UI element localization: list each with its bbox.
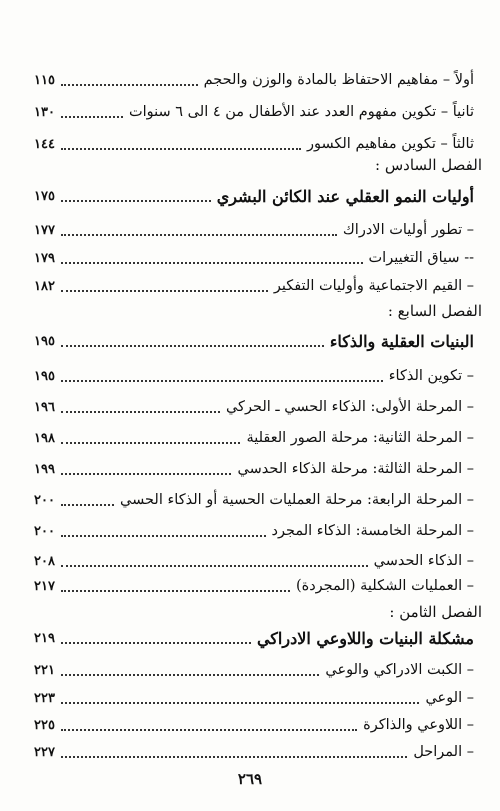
- toc-entry: [34, 393, 474, 421]
- toc-entry: [34, 272, 474, 300]
- toc-entry-page: ١٧٧: [34, 222, 55, 238]
- leader-dots: [61, 234, 337, 236]
- toc-entry-title: – تكوين الذكاء: [388, 368, 474, 384]
- leader-dots: [61, 262, 363, 264]
- toc-entry-page: ١٨٢: [34, 278, 55, 294]
- toc-entry-title: – المرحلة الأولى: الذكاء الحسي ـ الحركي: [225, 399, 474, 415]
- page-number: ٢٦٩: [237, 770, 263, 788]
- toc-entry: [34, 130, 474, 158]
- toc-entry: [34, 66, 474, 94]
- toc-entry-title: البنيات العقلية والذكاء: [329, 331, 474, 351]
- leader-dots: [61, 729, 357, 731]
- toc-entry-title: – الذكاء الحدسي: [373, 553, 474, 569]
- leader-dots: [61, 84, 198, 86]
- toc-entry-title: – الكبت الادراكي والوعي: [325, 662, 474, 678]
- toc-entry-page: ٢٠٨: [34, 553, 55, 569]
- toc-entry-page: ٢١٩: [34, 630, 55, 646]
- toc-entry: [34, 711, 474, 739]
- toc-entry-page: ١٩٩: [34, 461, 55, 477]
- toc-entry-title: -- سياق التغييرات: [368, 250, 474, 266]
- toc-entry-title: – المرحلة الرابعة: مرحلة العمليات الحسية أو الذكاء الحسي: [120, 492, 474, 508]
- toc-entry-title: – المراحل: [413, 744, 474, 760]
- toc-entry: [34, 216, 474, 244]
- leader-dots: [61, 590, 290, 592]
- toc-entry: [34, 486, 474, 514]
- toc-entry: [34, 656, 474, 684]
- toc-entry-title: مشكلة البنيات واللاوعي الادراكي: [256, 628, 474, 648]
- leader-dots: [61, 148, 301, 150]
- toc-entry-page: ٢١٧: [34, 578, 55, 594]
- toc-entry: [34, 517, 474, 545]
- toc-entry: [34, 547, 474, 575]
- toc-entry-page: ٢٢١: [34, 662, 55, 678]
- toc-entry-page: ١٩٥: [34, 333, 55, 349]
- toc-entry-page: ٢٢٣: [34, 690, 55, 706]
- toc-entry-page: ٢٠٠: [34, 492, 55, 508]
- chapter-heading: الفصل السادس :: [375, 156, 482, 174]
- toc-entry-title: ثالثاً – تكوين مفاهيم الكسور: [306, 136, 474, 152]
- toc-entry: [34, 424, 474, 452]
- toc-entry: [34, 362, 474, 390]
- toc-entry: [34, 572, 474, 600]
- toc-entry: [34, 244, 474, 272]
- toc-entry-page: ٢٠٠: [34, 523, 55, 539]
- chapter-heading: الفصل الثامن :: [389, 603, 482, 621]
- leader-dots: [61, 674, 319, 676]
- leader-dots: [61, 565, 368, 567]
- leader-dots: [61, 473, 232, 475]
- leader-dots: [61, 756, 407, 758]
- toc-entry-page: ١٩٥: [34, 368, 55, 384]
- toc-entry-title: – الوعي: [425, 690, 474, 706]
- toc-entry-page: ١٩٦: [34, 399, 55, 415]
- toc-chapter-entry: [34, 327, 474, 355]
- leader-dots: [61, 116, 123, 118]
- toc-chapter-entry: [34, 624, 474, 652]
- leader-dots: [61, 442, 241, 444]
- toc-entry-page: ٢٢٧: [34, 744, 55, 760]
- leader-dots: [61, 535, 266, 537]
- toc-entry: [34, 455, 474, 483]
- toc-entry-page: ١٩٨: [34, 430, 55, 446]
- leader-dots: [61, 642, 251, 644]
- toc-entry-title: أوليات النمو العقلي عند الكائن البشري: [216, 186, 474, 206]
- toc-chapter-entry: [34, 182, 474, 210]
- toc-entry-page: ٢٢٥: [34, 717, 55, 733]
- leader-dots: [61, 290, 268, 292]
- toc-entry-title: – العمليات الشكلية (المجردة): [295, 578, 474, 594]
- toc-entry-title: – المرحلة الثانية: مرحلة الصور العقلية: [246, 430, 474, 446]
- toc-entry-title: – القيم الاجتماعية وأوليات التفكير: [273, 278, 474, 294]
- leader-dots: [61, 345, 324, 347]
- leader-dots: [61, 411, 220, 413]
- leader-dots: [61, 504, 114, 506]
- toc-entry: [34, 684, 474, 712]
- toc-entry-title: – تطور أوليات الادراك: [342, 222, 474, 238]
- toc-entry-page: ١٤٤: [34, 136, 55, 152]
- toc-entry-page: ١٧٩: [34, 250, 55, 266]
- leader-dots: [61, 702, 420, 704]
- toc-entry-title: – المرحلة الثالثة: مرحلة الذكاء الحدسي: [237, 461, 474, 477]
- toc-entry-title: – اللاوعي والذاكرة: [363, 717, 474, 733]
- toc-entry-title: أولاً – مفاهيم الاحتفاظ بالمادة والوزن والحجم: [203, 72, 474, 88]
- toc-entry: [34, 738, 474, 766]
- toc-entry-title: ثانياً – تكوين مفهوم العدد عند الأطفال من ٤ الى ٦ سنوات: [128, 104, 474, 120]
- leader-dots: [61, 200, 211, 202]
- chapter-heading: الفصل السابع :: [387, 302, 482, 320]
- toc-entry: [34, 98, 474, 126]
- toc-entry-page: ١٧٥: [34, 188, 55, 204]
- leader-dots: [61, 380, 383, 382]
- toc-entry-page: ١١٥: [34, 72, 55, 88]
- toc-entry-title: – المرحلة الخامسة: الذكاء المجرد: [271, 523, 474, 539]
- toc-entry-page: ١٣٠: [34, 104, 55, 120]
